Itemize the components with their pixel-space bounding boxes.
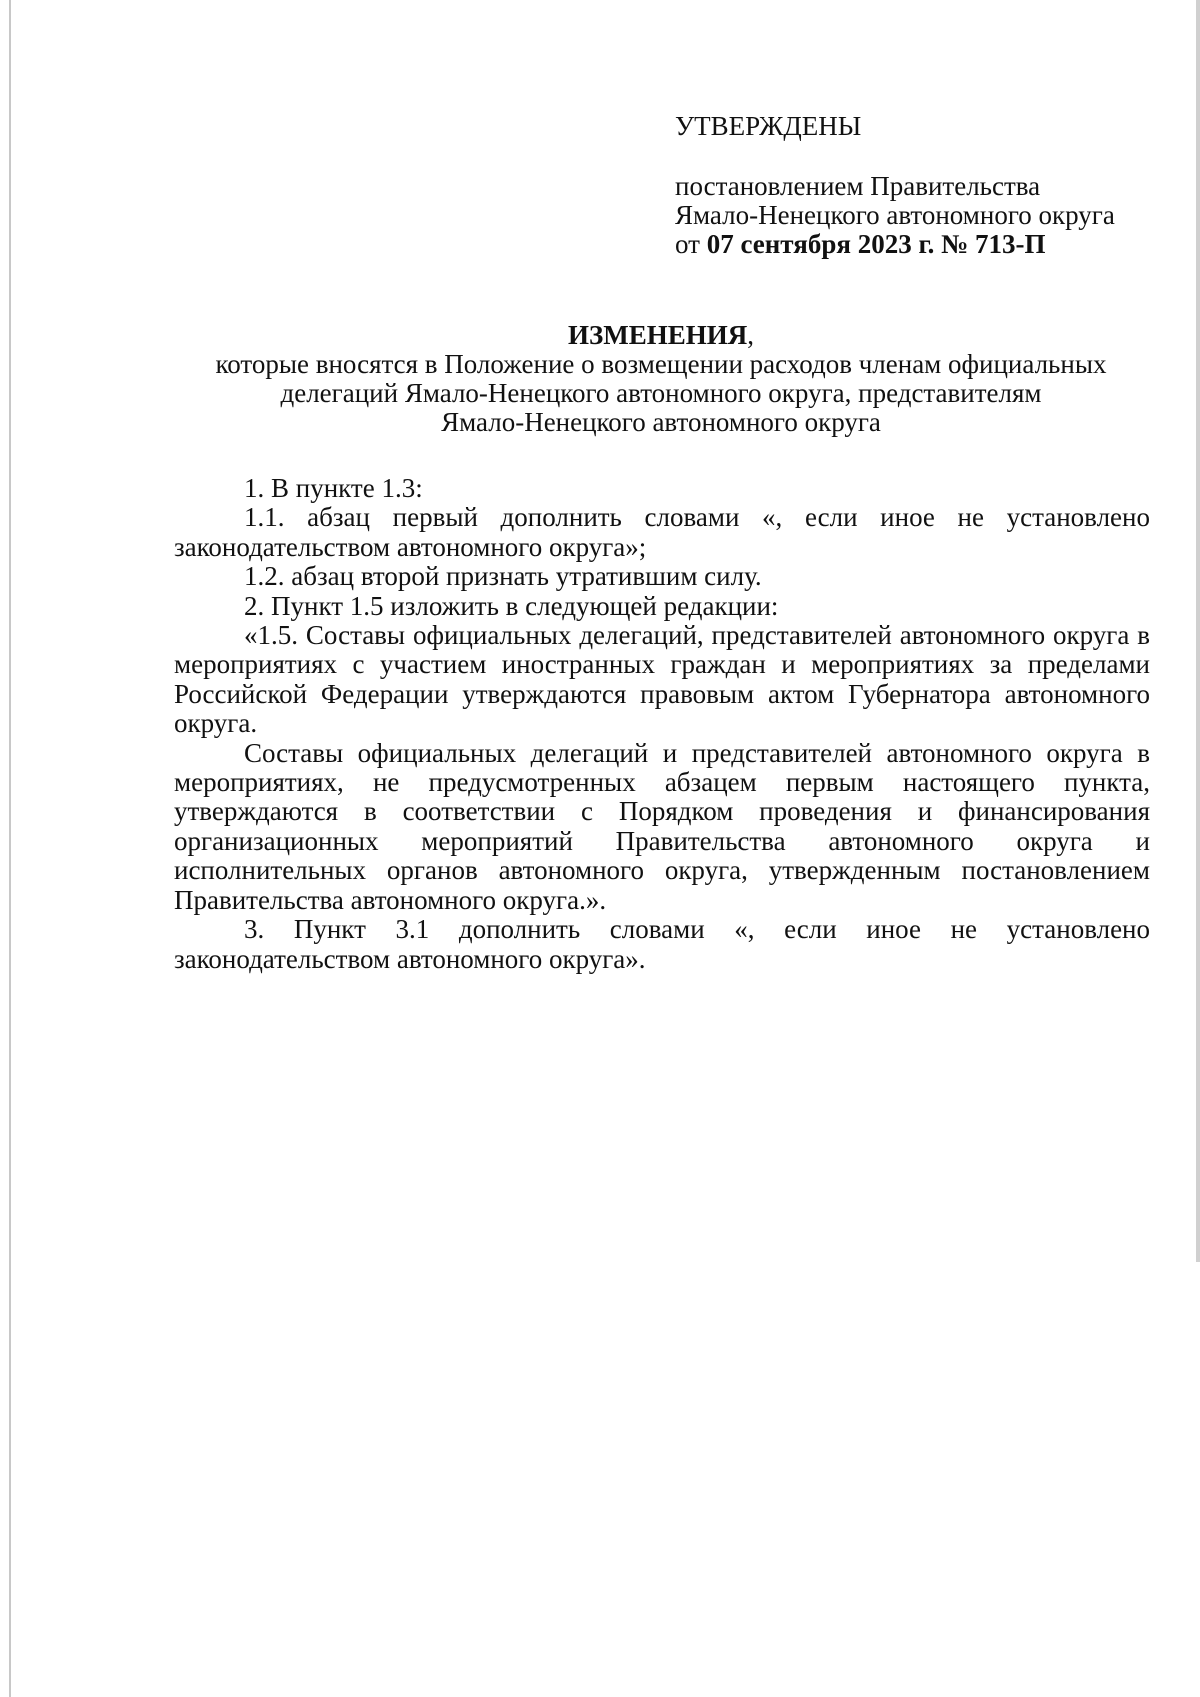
approval-date-prefix: от xyxy=(675,229,707,259)
document-heading xyxy=(172,321,1150,350)
approval-label xyxy=(675,112,1175,141)
body-paragraph: Составы официальных делегаций и представителей автономного округа в мероприятиях, не предусмотренных абзацем первым настоящего пункта, утверждаются в соответствии с Порядком проведения и финансирования организационных мероприятий Правительства автономного округа и исполнительных органов автономного округа, утвержденным постановлением Правительства автономного округа.». xyxy=(174,737,1150,915)
body-paragraph: 1. В пункте 1.3: xyxy=(244,473,423,503)
approval-line-2: Ямало-Ненецкого автономного округа xyxy=(675,200,1115,230)
document-subtitle-line-2: делегаций Ямало-Ненецкого автономного округа, представителям xyxy=(280,378,1042,408)
scan-edge-right xyxy=(1196,0,1200,1262)
approval-date-value: 07 сентября 2023 г. № 713-П xyxy=(706,229,1046,259)
body-paragraph: 1.2. абзац второй признать утратившим силу. xyxy=(244,561,762,592)
body-paragraph: «1.5. Составы официальных делегаций, представителей автономного округа в мероприятиях с участием иностранных граждан и мероприятиях за пределами Российской Федерации утверждаются правовым актом Губернатора автономного округа. xyxy=(174,620,1150,739)
document-heading-text: ИЗМЕНЕНИЯ xyxy=(567,320,748,350)
body-paragraph: 1.1. абзац первый дополнить словами «, если иное не установлено законодательством автономного округа»; xyxy=(174,502,1150,562)
approval-label-text: УТВЕРЖДЕНЫ xyxy=(675,111,862,141)
document-title-block xyxy=(172,321,1150,437)
scan-edge-left xyxy=(9,0,11,1697)
body-paragraph: 3. Пункт 3.1 дополнить словами «, если иное не установлено законодательством автономного округа». xyxy=(174,914,1150,974)
document-heading-suffix: , xyxy=(747,320,754,350)
body-paragraph: 2. Пункт 1.5 изложить в следующей редакции: xyxy=(244,590,779,621)
approval-date-line xyxy=(675,230,1175,259)
document-subtitle-line-1: которые вносятся в Положение о возмещении расходов членам официальных xyxy=(215,349,1107,379)
document-body xyxy=(174,474,1150,974)
approval-line-1: постановлением Правительства xyxy=(675,171,1041,201)
document-subtitle-line-3: Ямало-Ненецкого автономного округа xyxy=(441,407,881,437)
approval-block xyxy=(675,172,1175,259)
